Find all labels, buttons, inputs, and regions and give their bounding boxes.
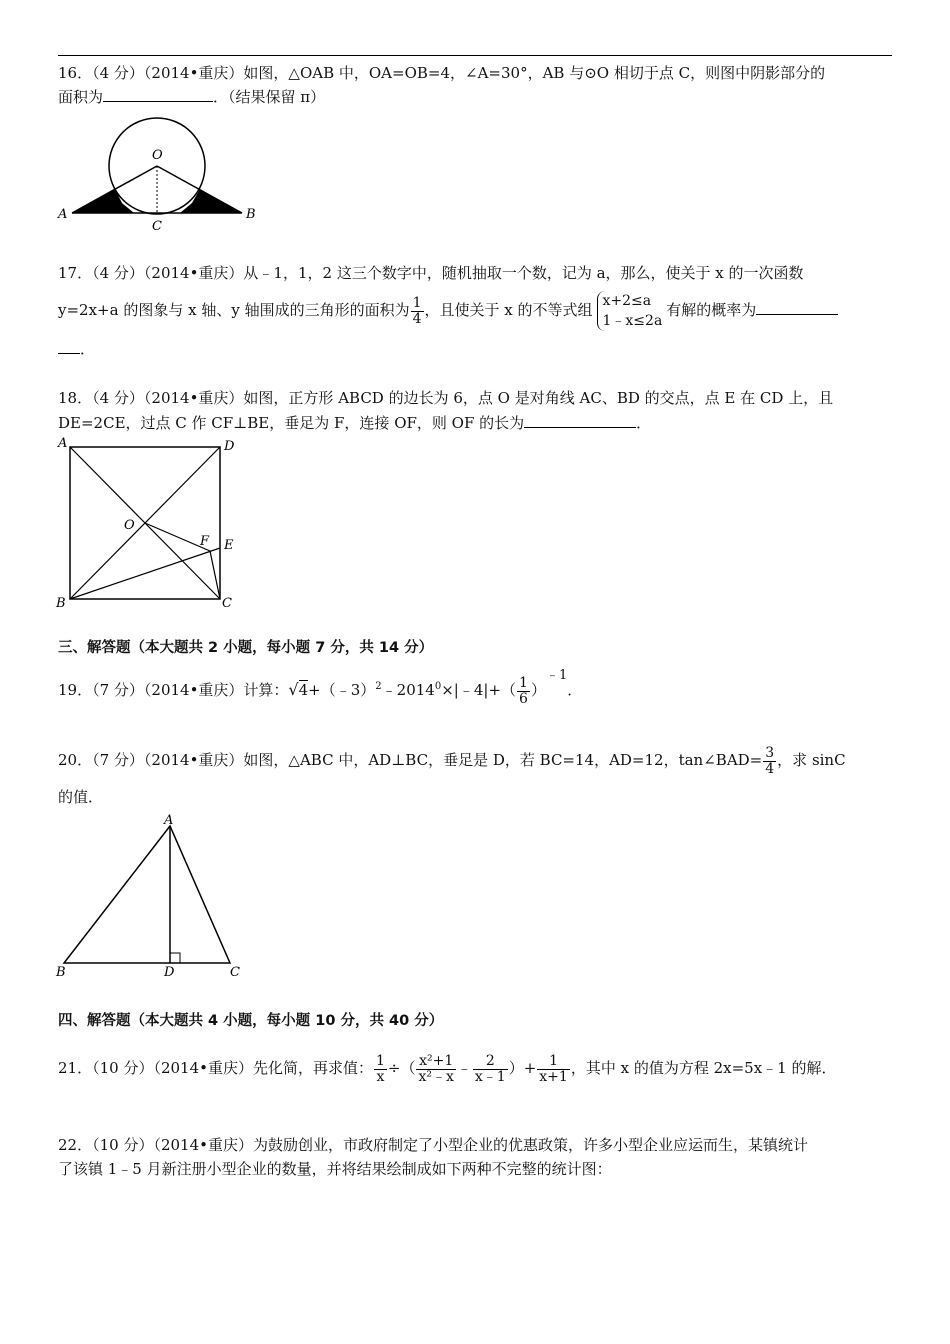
q19-frac-den: 6 — [519, 690, 528, 707]
q21-f1-den: x — [376, 1068, 385, 1085]
q16-answer-blank — [103, 87, 213, 102]
q18-label-e: E — [224, 538, 234, 553]
q18-label-f: F — [200, 534, 210, 549]
q20-frac-den: 4 — [765, 760, 775, 777]
q21-frac1 — [374, 1054, 387, 1085]
q17-fraction — [411, 296, 424, 327]
q19-exp3: ﹣1 — [545, 668, 568, 683]
q21-f3-num: 2 — [473, 1054, 508, 1070]
q17-line1: 17．（4 分）（2014•重庆）从﹣1，1，2 这三个数字中，随机抽取一个数，记为 a，那么，使关于 x 的一次函数 — [58, 264, 804, 282]
q19-text-a: 19．（7 分）（2014•重庆）计算： — [58, 681, 289, 699]
q20-fraction — [763, 746, 776, 777]
q17-text-c: 有解的概率为 — [666, 301, 757, 319]
q16-label-c: C — [152, 219, 162, 234]
sqrt-sign: √ — [288, 680, 299, 699]
q20-frac-num: 3 — [765, 744, 775, 761]
q17-ineq1: x+2≤a — [602, 293, 652, 309]
q16-figure — [50, 115, 270, 235]
q21-f2-den: x²﹣x — [418, 1068, 454, 1085]
q19-fraction — [517, 676, 530, 707]
q16-label-o: O — [152, 148, 163, 163]
q20-figure — [52, 812, 252, 982]
q17-inequality-system — [597, 291, 663, 331]
q21-frac4 — [537, 1054, 570, 1085]
q19-text-b: +（﹣3） — [308, 681, 376, 699]
q21-text-d: ）+ — [508, 1059, 537, 1077]
q19-text-e: ） — [530, 681, 546, 699]
q17-answer-blank-cont — [58, 339, 80, 354]
q22-line2: 了该镇 1﹣5 月新注册小型企业的数量，并将结果绘制成如下两种不完整的统计图： — [58, 1160, 612, 1178]
q19-text-f: ． — [567, 681, 583, 699]
q20-text-b: ，求 sinC — [777, 751, 846, 769]
q21-text-e: ，其中 x 的值为方程 2x=5x﹣1 的解． — [570, 1059, 837, 1077]
q19-frac-num: 1 — [519, 674, 528, 691]
q20-label-c: C — [230, 965, 240, 980]
q17-text-a: y=2x+a 的图象与 x 轴、y 轴围成的三角形的面积为 — [58, 301, 410, 319]
q19-exp2: 0 — [434, 681, 442, 692]
q17-line3 — [58, 338, 95, 360]
q17-text-end: ． — [80, 340, 96, 358]
q21-f4-den: x+1 — [539, 1068, 568, 1085]
q20-triangle — [64, 826, 230, 963]
q21-text-b: ÷（ — [387, 1059, 416, 1077]
q20-line2: 的值． — [58, 788, 104, 806]
q16-label-b: B — [246, 207, 256, 222]
q21-f4-num: 1 — [537, 1054, 570, 1070]
q18-answer-blank — [524, 413, 636, 428]
q16-line2 — [58, 86, 325, 108]
q20-label-a: A — [164, 813, 174, 828]
q18-label-c: C — [222, 596, 232, 611]
q18-line-be — [70, 548, 220, 599]
top-rule — [58, 55, 892, 56]
q18-text-b: ． — [636, 414, 652, 432]
q22-line1: 22．（10 分）（2014•重庆）为鼓励创业，市政府制定了小型企业的优惠政策，许多小型企业应运而生，某镇统计 — [58, 1136, 808, 1154]
q17-text-b: ，且使关于 x 的不等式组 — [424, 301, 593, 319]
q18-label-o: O — [124, 518, 135, 533]
q18-figure — [52, 435, 252, 613]
q20-line1 — [58, 742, 846, 778]
q18-line-cf — [210, 551, 220, 599]
q20-label-d: D — [164, 965, 175, 980]
q16-label-a: A — [58, 207, 68, 222]
q18-text-a: DE=2CE，过点 C 作 CF⊥BE，垂足为 F，连接 OF，则 OF 的长为 — [58, 414, 525, 432]
q16-line1: 16．（4 分）（2014•重庆）如图，△OAB 中，OA=OB=4，∠A=30°，AB 与⊙O 相切于点 C，则图中阴影部分的 — [58, 64, 826, 82]
section3-heading: 三、解答题（本大题共 2 小题，每小题 7 分，共 14 分） — [58, 640, 434, 656]
q16-text-a: 面积为 — [58, 88, 104, 106]
q17-frac-den: 4 — [412, 310, 422, 327]
q21-frac3 — [473, 1054, 508, 1085]
q18-label-b: B — [56, 596, 66, 611]
q19-text-d: ×|﹣4|+（ — [441, 681, 517, 699]
q20-label-b: B — [56, 965, 66, 980]
q21-line — [58, 1046, 836, 1090]
q20-text-a: 20．（7 分）（2014•重庆）如图，△ABC 中，AD⊥BC，垂足是 D，若 BC=14，AD=12，tan∠BAD= — [58, 751, 763, 769]
q19-text-c: ﹣2014 — [381, 681, 435, 699]
q21-f3-den: x﹣1 — [474, 1068, 506, 1085]
q18-label-d: D — [224, 439, 235, 454]
q17-line2 — [58, 288, 838, 332]
q19-line — [58, 666, 582, 710]
q18-line1: 18．（4 分）（2014•重庆）如图，正方形 ABCD 的边长为 6，点 O 是对角线 AC、BD 的交点，点 E 在 CD 上，且 — [58, 389, 834, 407]
q17-answer-blank — [756, 300, 838, 315]
q20-right-angle-mark — [170, 953, 180, 963]
q17-ineq2: 1﹣x≤2a — [602, 313, 663, 329]
q18-line2 — [58, 412, 651, 434]
q17-frac-num: 1 — [412, 294, 422, 311]
q21-f1-num: 1 — [375, 1052, 385, 1069]
q21-frac2 — [416, 1054, 455, 1085]
q19-exp1: 2 — [375, 681, 382, 692]
q21-f2-num: x²+1 — [416, 1054, 455, 1070]
q18-label-a: A — [58, 436, 68, 451]
section4-heading: 四、解答题（本大题共 4 小题，每小题 10 分，共 40 分） — [58, 1013, 444, 1029]
q16-text-b: ．（结果保留 π） — [213, 88, 326, 106]
q21-text-a: 21．（10 分）（2014•重庆）先化简，再求值： — [58, 1059, 373, 1077]
q21-text-c: ﹣ — [456, 1059, 472, 1077]
q19-sqrt-arg: 4 — [298, 681, 309, 699]
